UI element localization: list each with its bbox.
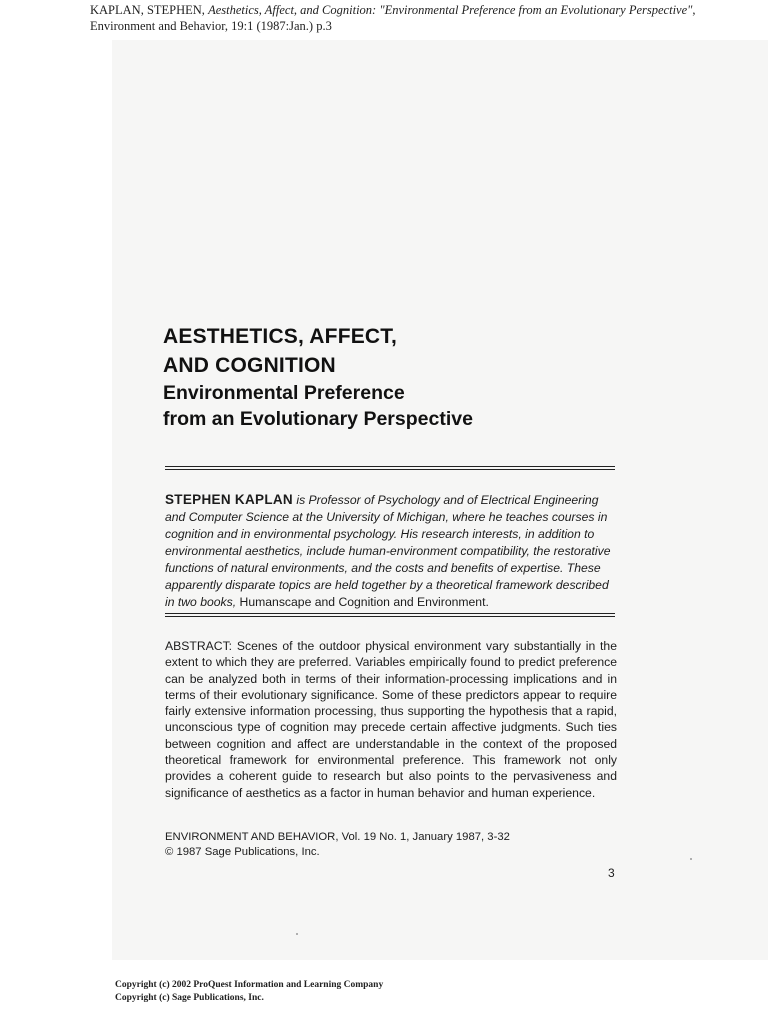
- book-title-humanscape: Humanscape: [239, 595, 312, 609]
- copyright-footer: [115, 979, 515, 1005]
- bio-and: and: [311, 595, 339, 609]
- bio-end: .: [485, 595, 489, 609]
- author-bio: [165, 491, 617, 611]
- journal-citation: ENVIRONMENT AND BEHAVIOR, Vol. 19 No. 1, January 1987, 3-32: [165, 831, 510, 843]
- book-title-cognition: Cognition and Environment: [338, 595, 486, 609]
- footer-line-1: Copyright (c) 2002 ProQuest Information and Learning Company: [115, 980, 384, 990]
- scan-speck: [296, 933, 298, 935]
- top-divider-rule: [165, 466, 615, 470]
- article-title: [163, 322, 633, 432]
- title-line-2: AND COGNITION: [163, 354, 336, 377]
- author-name: STEPHEN KAPLAN: [165, 492, 293, 507]
- bottom-divider-rule: [165, 613, 615, 617]
- subtitle-line-2: from an Evolutionary Perspective: [163, 408, 473, 430]
- journal-info: [165, 830, 617, 860]
- journal-copyright: © 1987 Sage Publications, Inc.: [165, 846, 320, 858]
- citation-title: Aesthetics, Affect, and Cognition: "Environmental Preference from an Evolutionary Perspective": [208, 3, 693, 17]
- page-number: 3: [608, 866, 615, 880]
- subtitle-line-1: Environmental Preference: [163, 382, 405, 404]
- citation-header: [90, 2, 750, 34]
- scan-speck: [690, 858, 692, 860]
- citation-authors: KAPLAN, STEPHEN,: [90, 3, 205, 17]
- citation-source: , Environment and Behavior, 19:1 (1987:Jan.) p.3: [90, 3, 696, 33]
- abstract-paragraph: ABSTRACT: Scenes of the outdoor physical environment vary substantially in the extent to which they are preferred. Variables empirically found to predict preference can be analyzed both in terms of their information-processing implications and in terms of their evolutionary significance. Some of these predictors appear to require fairly extensive information processing, thus supporting the hypothesis that a rapid, unconscious type of cognition may precede certain affective judgments. Such ties between cognition and affect are understandable in the context of the proposed theoretical framework for environmental preference. This framework not only provides a coherent guide to research but also points to the pervasiveness and significance of aesthetics as a factor in human behavior and human experience.: [165, 639, 617, 800]
- bio-text: is Professor of Psychology and of Electrical Engineering and Computer Science at the University of Michigan, where he teaches courses in cognition and in environmental psychology. His research interests, in addition to environmental aesthetics, include human-environment compatibility, the restorative functions of natural environments, and the costs and benefits of expertise. These apparently disparate topics are held together by a theoretical framework described in two books,: [165, 493, 611, 609]
- title-line-1: AESTHETICS, AFFECT,: [163, 325, 398, 348]
- footer-line-2: Copyright (c) Sage Publications, Inc.: [115, 993, 264, 1003]
